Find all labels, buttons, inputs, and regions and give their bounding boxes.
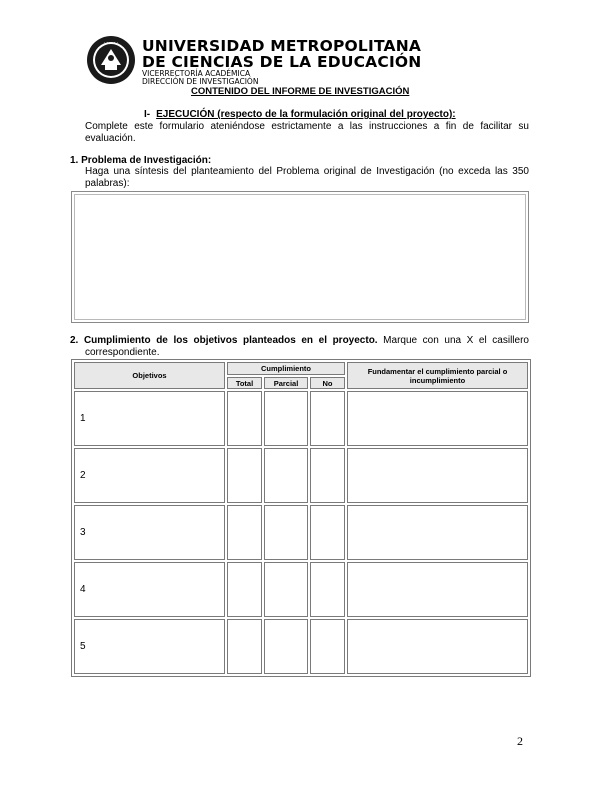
- page-number: 2: [517, 734, 523, 748]
- table-row: [74, 505, 528, 560]
- header-no: No: [310, 377, 345, 389]
- university-seal-logo: [86, 35, 136, 85]
- question2-instruction-cont: correspondiente.: [85, 346, 160, 358]
- no-checkbox-cell[interactable]: [310, 391, 345, 446]
- problem-summary-textbox[interactable]: [71, 191, 529, 323]
- instructions-paragraph: Complete este formulario ateniéndose estrictamente a las instrucciones a fin de facilitar su evaluación.: [85, 121, 529, 144]
- no-checkbox-cell[interactable]: [310, 505, 345, 560]
- header-total: Total: [227, 377, 262, 389]
- objective-cell[interactable]: 2: [74, 448, 225, 503]
- objective-cell[interactable]: 3: [74, 505, 225, 560]
- question2-heading: [70, 335, 529, 358]
- header-objetivos: Objetivos: [74, 362, 225, 389]
- objective-cell[interactable]: 1: [74, 391, 225, 446]
- objective-cell[interactable]: 5: [74, 619, 225, 674]
- table-row: [74, 448, 528, 503]
- total-checkbox-cell[interactable]: [227, 562, 262, 617]
- question2-title: Cumplimiento de los objetivos planteados en el proyecto.: [83, 335, 378, 346]
- no-checkbox-cell[interactable]: [310, 562, 345, 617]
- table-row: [74, 391, 528, 446]
- total-checkbox-cell[interactable]: [227, 505, 262, 560]
- direccion-label: DIRECCIÓN DE INVESTIGACIÓN: [142, 77, 259, 86]
- university-name-line1: UNIVERSIDAD METROPOLITANA: [142, 37, 422, 55]
- question2-instruction: Marque con una X el casillero: [383, 335, 529, 346]
- header-cumplimiento: Cumplimiento: [227, 362, 345, 375]
- vicerrectoria-label: VICERRECTORÍA ACADÉMICA: [142, 69, 251, 78]
- fundamentar-cell[interactable]: [347, 448, 528, 503]
- question1-description: Haga una síntesis del planteamiento del Problema original de Investigación (no exceda las 350 palabras):: [85, 166, 529, 189]
- objectives-table: [71, 359, 531, 677]
- section-heading: [144, 109, 456, 120]
- fundamentar-cell[interactable]: [347, 562, 528, 617]
- question2-number: 2.: [70, 335, 79, 346]
- no-checkbox-cell[interactable]: [310, 448, 345, 503]
- document-title: CONTENIDO DEL INFORME DE INVESTIGACIÓN: [191, 86, 410, 97]
- parcial-checkbox-cell[interactable]: [264, 562, 308, 617]
- total-checkbox-cell[interactable]: [227, 391, 262, 446]
- header-fundamentar: Fundamentar el cumplimiento parcial o incumplimiento: [347, 362, 528, 389]
- header-parcial: Parcial: [264, 377, 308, 389]
- table-row: [74, 619, 528, 674]
- objective-cell[interactable]: 4: [74, 562, 225, 617]
- parcial-checkbox-cell[interactable]: [264, 391, 308, 446]
- section-title: EJECUCIÓN (respecto de la formulación original del proyecto):: [156, 109, 456, 120]
- total-checkbox-cell[interactable]: [227, 619, 262, 674]
- parcial-checkbox-cell[interactable]: [264, 448, 308, 503]
- total-checkbox-cell[interactable]: [227, 448, 262, 503]
- no-checkbox-cell[interactable]: [310, 619, 345, 674]
- parcial-checkbox-cell[interactable]: [264, 619, 308, 674]
- university-name-line2: DE CIENCIAS DE LA EDUCACIÓN: [142, 53, 422, 71]
- fundamentar-cell[interactable]: [347, 505, 528, 560]
- svg-text:· · · · · ·: · · · · · ·: [104, 40, 118, 45]
- section-roman-numeral: I-: [144, 109, 151, 120]
- table-row: [74, 562, 528, 617]
- parcial-checkbox-cell[interactable]: [264, 505, 308, 560]
- question1-title: 1. Problema de Investigación:: [70, 155, 212, 166]
- fundamentar-cell[interactable]: [347, 391, 528, 446]
- fundamentar-cell[interactable]: [347, 619, 528, 674]
